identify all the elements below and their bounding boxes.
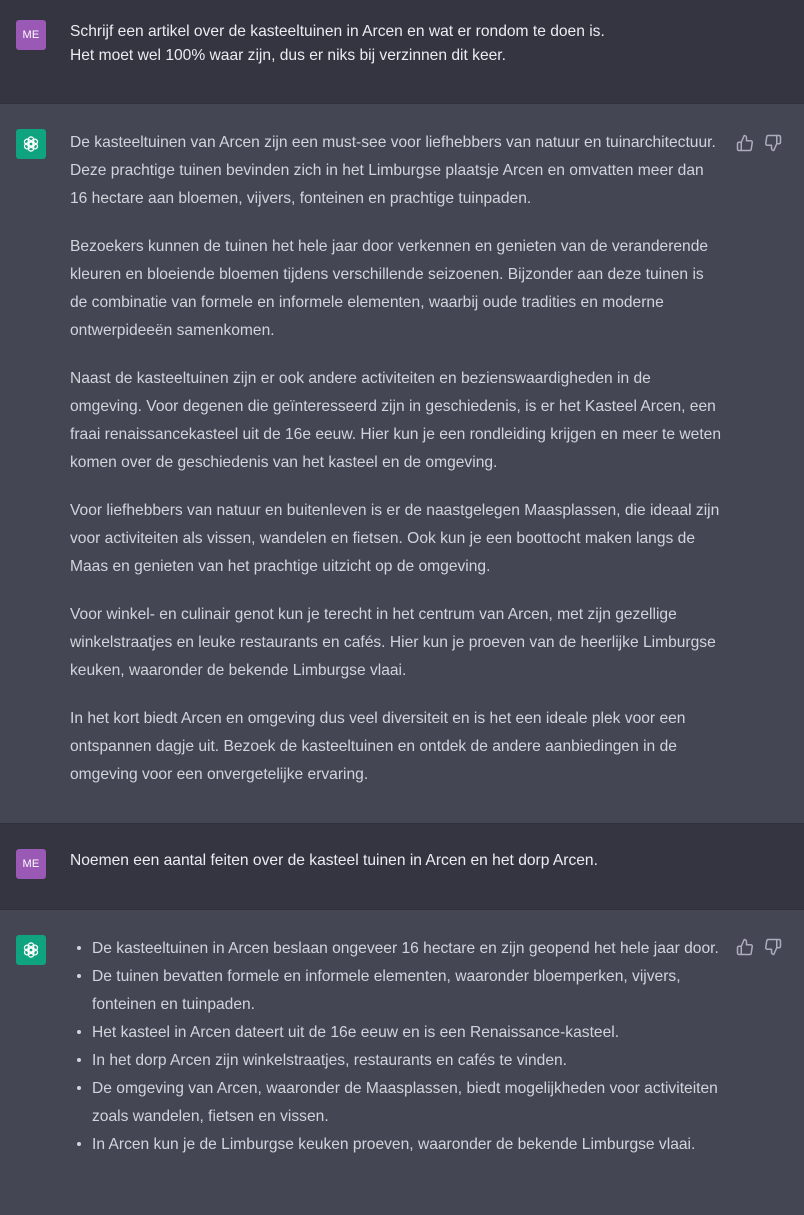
list-item: De kasteeltuinen in Arcen beslaan ongeveer 16 hectare en zijn geopend het hele jaar door.: [70, 935, 725, 963]
facts-list: [70, 935, 725, 1159]
assistant-message-2: [0, 910, 804, 1215]
user-message-line: Het moet wel 100% waar zijn, dus er niks bij verzinnen dit keer.: [70, 47, 506, 64]
assistant-paragraph: De kasteeltuinen van Arcen zijn een must-see voor liefhebbers van natuur en tuinarchitectuur. Deze prachtige tuinen bevinden zich in het Limburgse plaatsje Arcen en omvatten meer dan 16 hectare aan bloemen, vijvers, fonteinen en prachtige tuinpaden.: [70, 134, 716, 207]
assistant-avatar: [16, 129, 46, 159]
user-message-1: [0, 0, 804, 104]
assistant-paragraph: Bezoekers kunnen de tuinen het hele jaar door verkennen en genieten van de veranderende kleuren en bloeiende bloemen tijdens verschillende seizoenen. Bijzonder aan deze tuinen is de combinatie van formele en informele elementen, waarbij oude tradities en moderne ontwerpideeën samenkomen.: [70, 238, 709, 339]
feedback-actions: [736, 134, 782, 152]
user-avatar: [16, 849, 46, 879]
thumbs-up-icon[interactable]: [736, 134, 754, 152]
thumbs-up-icon[interactable]: [736, 938, 754, 956]
user-avatar-initials: ME: [22, 29, 40, 41]
list-item: In het dorp Arcen zijn winkelstraatjes, restaurants en cafés te vinden.: [70, 1047, 725, 1075]
user-message-2: [0, 824, 804, 910]
assistant-paragraph: Naast de kasteeltuinen zijn er ook andere activiteiten en bezienswaardigheden in de omgeving. Voor degenen die geïnteresseerd zijn in geschiedenis, is er het Kasteel Arcen, een fraai renaissancekasteel uit de 16e eeuw. Hier kun je een rondleiding krijgen en meer te weten komen over de geschiedenis van het kasteel en de omgeving.: [70, 370, 722, 471]
assistant-paragraph: Voor liefhebbers van natuur en buitenleven is er de naastgelegen Maasplassen, die ideaal zijn voor activiteiten als vissen, wandelen en fietsen. Ook kun je een boottocht maken langs de Maas en genieten van het prachtige uitzicht op de omgeving.: [70, 502, 720, 575]
assistant-message-1: [0, 104, 804, 824]
list-item: De omgeving van Arcen, waaronder de Maasplassen, biedt mogelijkheden voor activiteiten zoals wandelen, fietsen en vissen.: [70, 1075, 725, 1131]
thumbs-down-icon[interactable]: [764, 938, 782, 956]
user-message-line: Schrijf een artikel over de kasteeltuinen in Arcen en wat er rondom te doen is.: [70, 23, 605, 40]
openai-logo-icon: [21, 134, 41, 154]
assistant-paragraph: Voor winkel- en culinair genot kun je terecht in het centrum van Arcen, met zijn gezellige winkelstraatjes en leuke restaurants en cafés. Hier kun je proeven van de heerlijke Limburgse keuken, waaronder de bekende Limburgse vlaai.: [70, 606, 716, 679]
assistant-paragraph: In het kort biedt Arcen en omgeving dus veel diversiteit en is het een ideale plek voor een ontspannen dagje uit. Bezoek de kasteeltuinen en ontdek de andere aanbiedingen in de omgeving voor een onvergetelijke ervaring.: [70, 710, 686, 783]
list-item: In Arcen kun je de Limburgse keuken proeven, waaronder de bekende Limburgse vlaai.: [70, 1131, 725, 1159]
user-avatar-initials: ME: [22, 858, 40, 870]
assistant-avatar: [16, 935, 46, 965]
openai-logo-icon: [21, 940, 41, 960]
user-avatar: [16, 20, 46, 50]
thumbs-down-icon[interactable]: [764, 134, 782, 152]
list-item: Het kasteel in Arcen dateert uit de 16e eeuw en is een Renaissance-kasteel.: [70, 1019, 725, 1047]
list-item: De tuinen bevatten formele en informele elementen, waaronder bloemperken, vijvers, fonteinen en tuinpaden.: [70, 963, 725, 1019]
feedback-actions: [736, 938, 782, 956]
user-message-line: Noemen een aantal feiten over de kasteel tuinen in Arcen en het dorp Arcen.: [70, 852, 598, 869]
